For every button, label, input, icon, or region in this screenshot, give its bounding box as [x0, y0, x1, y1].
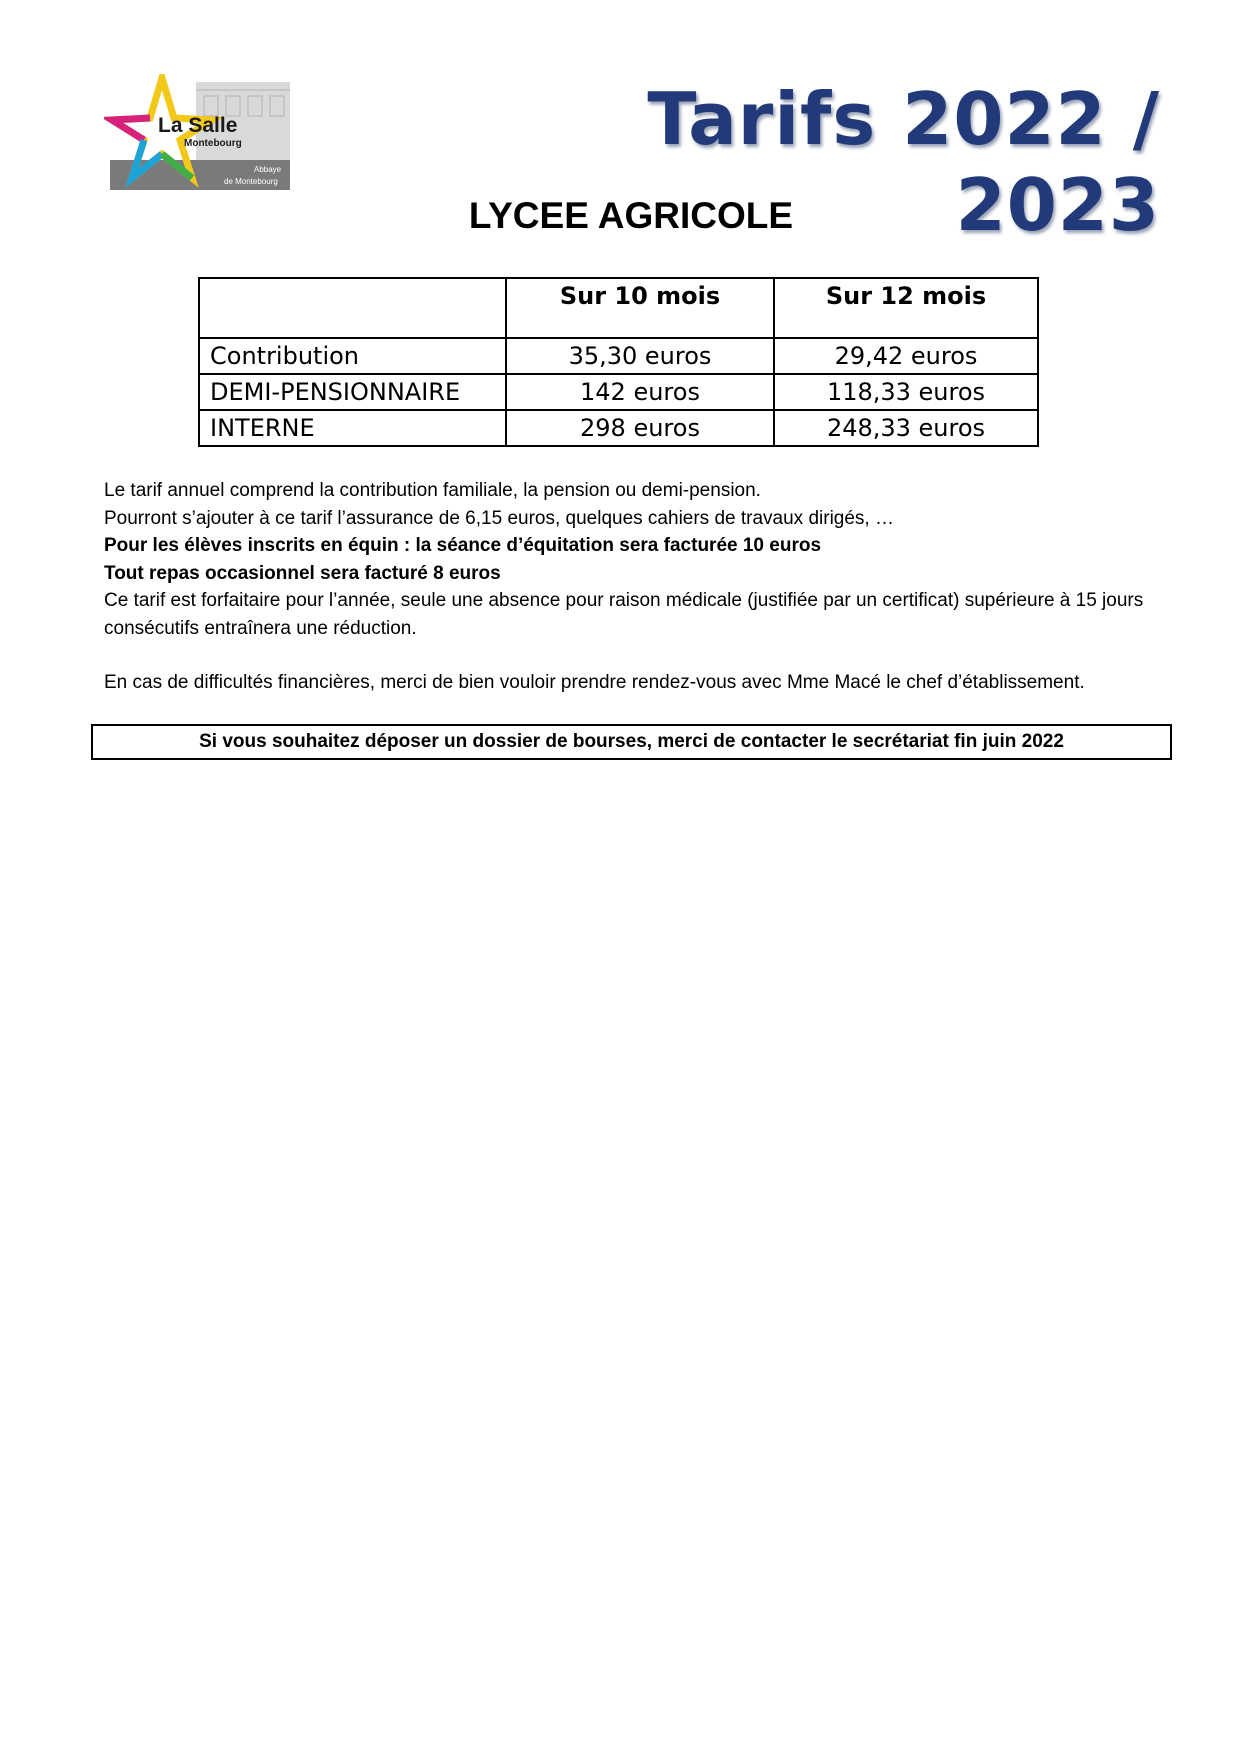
- table-row: [199, 410, 1038, 446]
- price-10-months: 35,30 euros: [506, 338, 774, 374]
- row-label: DEMI-PENSIONNAIRE: [199, 374, 506, 410]
- price-12-months: 29,42 euros: [774, 338, 1038, 374]
- la-salle-logo: [104, 74, 300, 194]
- table-row: [199, 374, 1038, 410]
- page-subtitle: LYCEE AGRICOLE: [468, 195, 794, 236]
- tariff-table: [198, 277, 1039, 447]
- scholarship-notice: Si vous souhaitez déposer un dossier de bourses, merci de contacter le secrétariat fin juin 2022: [91, 724, 1172, 760]
- price-10-months: 142 euros: [506, 374, 774, 410]
- price-12-months: 248,33 euros: [774, 410, 1038, 446]
- logo-subname: Montebourg: [184, 138, 242, 149]
- details-line-difficulties: En cas de difficultés financières, merci de bien vouloir prendre rendez-vous avec Mme Macé le chef d’établissement.: [104, 672, 1085, 693]
- table-row: [199, 338, 1038, 374]
- details-line-forfait: Ce tarif est forfaitaire pour l’année, seule une absence pour raison médicale (justifiée par un certificat) supérieure à 15 jours consécutifs entraînera une réduction.: [104, 590, 1144, 639]
- price-10-months: 298 euros: [506, 410, 774, 446]
- details-line-annual: Le tarif annuel comprend la contribution familiale, la pension ou demi-pension.: [104, 480, 761, 501]
- details-line-equitation: Pour les élèves inscrits en équin : la séance d’équitation sera facturée 10 euros: [104, 535, 822, 556]
- logo-name: La Salle: [158, 114, 238, 137]
- table-header-12-months: Sur 12 mois: [774, 278, 1038, 338]
- row-label: Contribution: [199, 338, 506, 374]
- details-line-meal: Tout repas occasionnel sera facturé 8 euros: [104, 562, 501, 584]
- logo-caption-2: de Montebourg: [224, 177, 278, 186]
- logo-caption-1: Abbaye: [254, 165, 282, 174]
- table-header-row: [199, 278, 1038, 338]
- tariff-details: [104, 477, 1174, 697]
- row-label: INTERNE: [199, 410, 506, 446]
- table-header-10-months: Sur 10 mois: [506, 278, 774, 338]
- page-title: Tarifs 2022 / 2023: [647, 77, 1160, 247]
- table-header-empty: [199, 278, 506, 338]
- price-12-months: 118,33 euros: [774, 374, 1038, 410]
- details-line-extras: Pourront s’ajouter à ce tarif l’assurance de 6,15 euros, quelques cahiers de travaux dirigés, …: [104, 507, 894, 529]
